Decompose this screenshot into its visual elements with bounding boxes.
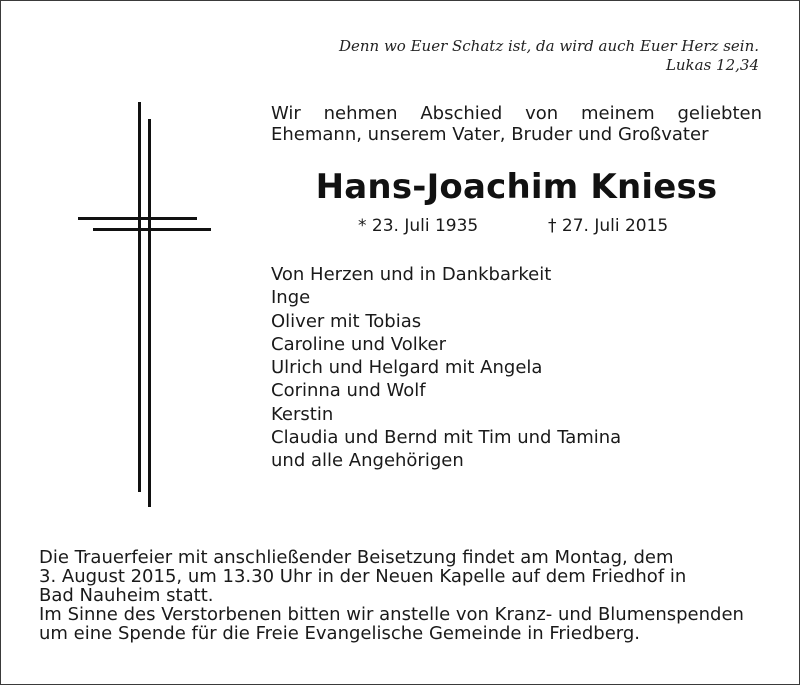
list-item: Caroline und Volker [271,333,446,355]
cross-horizontal-bar [78,217,197,220]
list-item: Corinna und Wolf [271,380,426,402]
list-item: Inge [271,287,311,309]
intro-line: Ehemann, unserem Vater, Bruder und Großvater [271,124,709,145]
quote-text: Denn wo Euer Schatz ist, da wird auch Euer Herz sein. [338,37,759,55]
list-item: Claudia und Bernd mit Tim und Tamina [271,427,622,449]
cross-vertical-bar [148,119,151,507]
notice-line: um eine Spende für die Freie Evangelische Gemeinde in Friedberg. [39,623,641,644]
notice-line: Im Sinne des Verstorbenen bitten wir anstelle von Kranz- und Blumenspenden [39,604,744,625]
cross-vertical-bar [138,102,141,492]
intro-line: Wir nehmen Abschied von meinem geliebten [271,103,762,124]
quote-reference: Lukas 12,34 [665,56,759,74]
funeral-notice [39,548,762,643]
list-item: Kerstin [271,403,334,425]
list-item: Ulrich und Helgard mit Angela [271,357,543,379]
bible-quote [339,37,759,75]
list-item: und alle Angehörigen [271,450,464,472]
birth-date: * 23. Juli 1935 [358,216,479,236]
farewell-intro [271,103,762,145]
list-item: Oliver mit Tobias [271,310,422,332]
notice-line: Bad Nauheim statt. [39,585,214,606]
notice-line: 3. August 2015, um 13.30 Uhr in der Neuen Kapelle auf dem Friedhof in [39,566,687,587]
mourners-list [271,263,621,473]
cross-horizontal-bar [93,228,211,231]
death-date: † 27. Juli 2015 [548,216,669,236]
notice-line: Die Trauerfeier mit anschließender Beisetzung findet am Montag, dem [39,547,674,568]
list-item: Von Herzen und in Dankbarkeit [271,264,552,285]
deceased-name: Hans-Joachim Kniess [315,167,718,207]
